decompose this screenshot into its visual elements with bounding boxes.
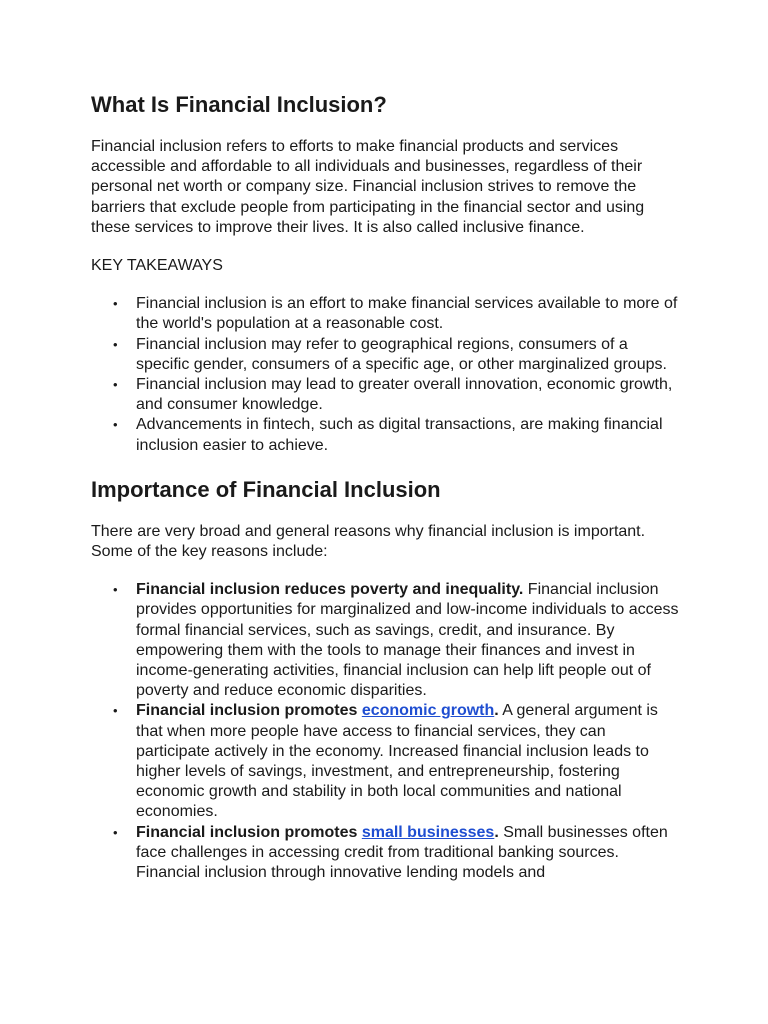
list-item bbox=[113, 375, 681, 415]
bullet-icon: • bbox=[113, 296, 118, 312]
reason-text: Small businesses often face challenges in accessing credit from traditional banking sources. Financial inclusion through innovative lending models and bbox=[136, 823, 668, 882]
list-item bbox=[113, 415, 681, 455]
bullet-icon: • bbox=[113, 703, 118, 719]
reason-text: Financial inclusion provides opportunities for marginalized and low-income individuals to access formal financial services, such as savings, credit, and insurance. By empowering them with the tools to manage their finances and invest in income-generating activities, financial inclusion can help lift people out of poverty and reduce economic disparities. bbox=[136, 581, 679, 700]
bullet-icon: • bbox=[113, 582, 118, 598]
bullet-icon: • bbox=[113, 824, 118, 840]
list-item-text: Financial inclusion may lead to greater overall innovation, economic growth, and consumer knowledge. bbox=[136, 376, 673, 414]
section-heading: Importance of Financial Inclusion bbox=[91, 476, 441, 502]
reason-text: A general argument is that when more people have access to financial services, they can participate actively in the economy. Increased financial inclusion leads to higher levels of savings, investment, and entrepreneurship, fostering economic growth and stability in both local communities and national economies. bbox=[136, 702, 658, 821]
list-item bbox=[113, 580, 681, 701]
page-title: What Is Financial Inclusion? bbox=[91, 92, 387, 117]
list-item-text: Advancements in fintech, such as digital transactions, are making financial inclusion easier to achieve. bbox=[136, 416, 663, 454]
reasons-list bbox=[91, 580, 681, 883]
list-item bbox=[113, 335, 681, 375]
intro-paragraph: Financial inclusion refers to efforts to make financial products and services accessible and affordable to all individuals and businesses, regardless of their personal net worth or company size. Financial inclusion strives to remove the barriers that exclude people from participating in the financial sector and using these services to improve their lives. It is also called inclusive finance. bbox=[91, 138, 645, 236]
bullet-icon: • bbox=[113, 336, 118, 352]
document-page bbox=[91, 91, 681, 883]
key-takeaways-label: KEY TAKEAWAYS bbox=[91, 257, 223, 275]
reasons-intro-paragraph: There are very broad and general reasons why financial inclusion is important. Some of the key reasons include: bbox=[91, 522, 646, 561]
small-businesses-link[interactable]: small businesses bbox=[361, 823, 495, 841]
reason-heading: Financial inclusion promotes bbox=[136, 823, 362, 841]
reason-heading: Financial inclusion promotes bbox=[136, 702, 362, 720]
list-item bbox=[113, 701, 681, 822]
list-item-text: Financial inclusion is an effort to make financial services available to more of the world's population at a reasonable cost. bbox=[136, 295, 678, 333]
reason-heading: Financial inclusion reduces poverty and inequality. bbox=[136, 581, 524, 599]
bullet-icon: • bbox=[113, 377, 118, 393]
list-item bbox=[113, 823, 681, 884]
economic-growth-link[interactable]: economic growth bbox=[361, 702, 495, 720]
reason-heading-period: . bbox=[494, 702, 499, 720]
key-takeaways-list bbox=[91, 294, 681, 456]
bullet-icon: • bbox=[113, 417, 118, 433]
reason-heading-period: . bbox=[494, 823, 499, 841]
list-item-text: Financial inclusion may refer to geographical regions, consumers of a specific gender, consumers of a specific age, or other marginalized groups. bbox=[136, 335, 667, 373]
list-item bbox=[113, 294, 681, 334]
